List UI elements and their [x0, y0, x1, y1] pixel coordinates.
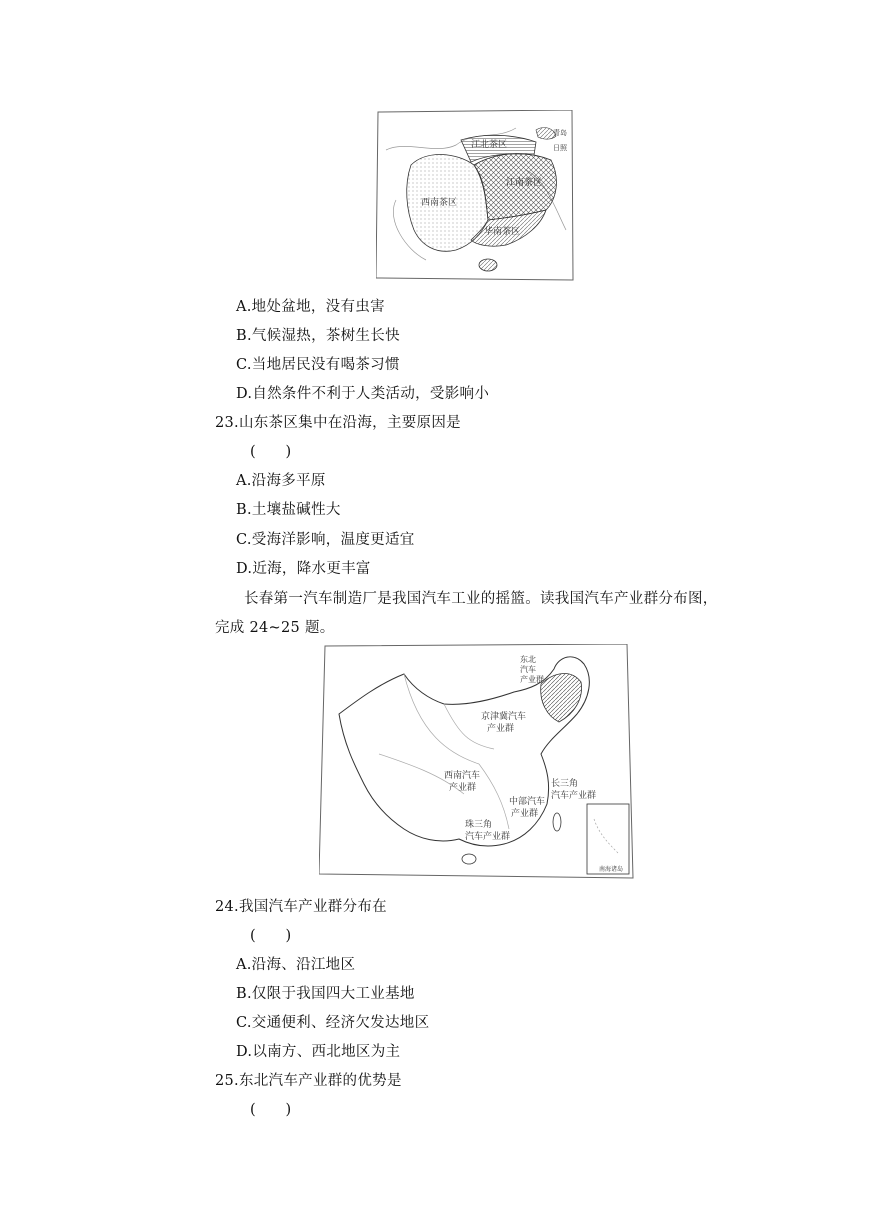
intro-line-1: 长春第一汽车制造厂是我国汽车工业的摇篮。读我国汽车产业群分布图，: [244, 591, 718, 607]
label-zsj-2: 汽车产业群: [465, 832, 511, 842]
label-dongbei-2: 汽车: [520, 665, 536, 674]
label-jingjin-2: 产业群: [487, 724, 515, 734]
label-huanan: 华南茶区: [484, 227, 521, 237]
tea-region-map: [376, 110, 574, 281]
label-rizhao: 日照: [553, 144, 567, 152]
tea-region-map-svg: [376, 110, 574, 281]
label-zhongbu-1: 中部汽车: [509, 797, 546, 807]
q22-option-b: B.气候湿热，茶树生长快: [236, 328, 400, 344]
label-dongbei-1: 东北: [520, 655, 536, 664]
label-jiangnan: 江南茶区: [506, 178, 543, 188]
auto-cluster-map: [319, 644, 635, 880]
q23-option-b: B.土壤盐碱性大: [236, 502, 341, 518]
q25-stem: 25.东北汽车产业群的优势是: [215, 1073, 402, 1089]
label-jiangbei: 江北茶区: [471, 140, 508, 150]
label-xinan-1: 西南汽车: [444, 771, 481, 781]
label-xinan: 西南茶区: [421, 198, 458, 208]
q24-option-c: C.交通便利、经济欠发达地区: [236, 1015, 430, 1031]
q25-answer-blank: ( ): [250, 1102, 292, 1118]
q23-answer-blank: ( ): [250, 444, 292, 460]
q22-option-c: C.当地居民没有喝茶习惯: [236, 357, 400, 373]
q24-option-b: B.仅限于我国四大工业基地: [236, 986, 415, 1002]
hainan-island: [479, 259, 497, 271]
south-sea-inset: [587, 804, 629, 874]
q24-stem: 24.我国汽车产业群分布在: [215, 899, 387, 915]
label-nanhai: 南海诸岛: [599, 866, 624, 873]
label-csj-1: 长三角: [551, 779, 579, 789]
label-csj-2: 汽车产业群: [551, 791, 597, 801]
q23-stem: 23.山东茶区集中在沿海，主要原因是: [215, 415, 461, 431]
label-dongbei-3: 产业群: [520, 675, 544, 684]
label-xinan-2: 产业群: [449, 783, 477, 793]
label-zhongbu-2: 产业群: [511, 809, 539, 819]
label-jingjin-1: 京津冀汽车: [481, 712, 527, 722]
q24-answer-blank: ( ): [250, 928, 292, 944]
q23-option-c: C.受海洋影响，温度更适宜: [236, 532, 415, 548]
q22-option-d: D.自然条件不利于人类活动，受影响小: [236, 386, 490, 402]
q23-option-a: A.沿海多平原: [236, 473, 326, 489]
q22-option-a: A.地处盆地，没有虫害: [236, 299, 385, 315]
auto-cluster-map-svg: [319, 644, 635, 880]
q24-option-d: D.以南方、西北地区为主: [236, 1044, 401, 1060]
label-qingdao: 青岛: [553, 129, 567, 137]
intro-line-2: 完成 24~25 题。: [215, 620, 335, 636]
label-zsj-1: 珠三角: [465, 820, 493, 830]
q23-option-d: D.近海，降水更丰富: [236, 561, 371, 577]
q24-option-a: A.沿海、沿江地区: [236, 957, 356, 973]
